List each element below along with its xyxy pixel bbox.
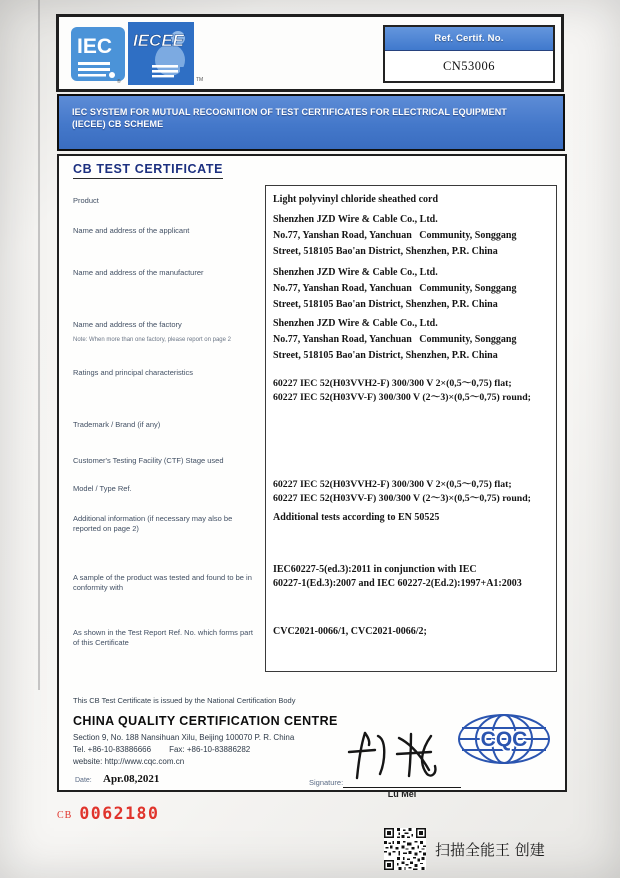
scan-edge-artifact — [38, 0, 40, 690]
cqc-logo — [455, 712, 553, 766]
iec-registered-mark: ® — [117, 79, 121, 85]
value-product — [273, 192, 554, 208]
value-manufacturer — [273, 265, 554, 313]
value-factory — [273, 316, 554, 364]
value-line: No.77, Yanshan Road, Yanchuan Community, Songgang — [273, 230, 517, 241]
value-line: 60227-1(Ed.3):2007 and IEC 60227-2(Ed.2):1997+A1:2003 — [273, 578, 522, 589]
value-line: No.77, Yanshan Road, Yanchuan Community, Songgang — [273, 283, 517, 294]
scheme-banner-line2: (IECEE) CB SCHEME — [72, 118, 164, 129]
cqc-logo-text: CQC — [480, 728, 528, 751]
value-line: IEC60227-5(ed.3):2011 in conjunction with IEC — [273, 564, 477, 575]
value-line: Street, 518105 Bao'an District, Shenzhen, P.R. China — [273, 246, 498, 257]
issuing-body-name: CHINA QUALITY CERTIFICATION CENTRE — [73, 714, 338, 728]
signature-handwriting — [335, 726, 475, 786]
certificate-body — [57, 154, 567, 799]
value-line: Street, 518105 Bao'an District, Shenzhen, P.R. China — [273, 350, 498, 361]
value-line: 60227 IEC 52(H03VV-F) 300/300 V (2～3)×(0,5～0,75) round; — [273, 492, 531, 504]
scheme-banner-line1: IEC SYSTEM FOR MUTUAL RECOGNITION OF TEST CERTIFICATES FOR ELECTRICAL EQUIPMENT — [72, 107, 507, 117]
label-model-type-ref: Model / Type Ref. — [73, 484, 132, 493]
value-line: 60227 IEC 52(H03VVH2-F) 300/300 V 2×(0,5～0,75) flat; — [273, 378, 512, 389]
value-line: 60227 IEC 52(H03VV-F) 300/300 V (2～3)×(0,5～0,75) round; — [273, 391, 531, 403]
value-line: Street, 518105 Bao'an District, Shenzhen, P.R. China — [273, 299, 498, 310]
label-product: Product — [73, 196, 99, 205]
cb-serial-stamp — [57, 804, 159, 823]
value-line: No.77, Yanshan Road, Yanchuan Community, Songgang — [273, 334, 517, 345]
qr-code-icon — [384, 828, 426, 870]
value-model-type-ref — [273, 478, 554, 505]
value-additional-info — [273, 510, 554, 526]
value-ratings — [273, 377, 554, 404]
scanner-watermark — [384, 828, 545, 870]
iecee-logo — [128, 22, 194, 85]
values-box — [265, 185, 557, 672]
ref-certif-no-label: Ref. Certif. No. — [385, 27, 553, 51]
value-line: Additional tests according to EN 50525 — [273, 512, 440, 523]
signature-name: Lu Mei — [387, 789, 417, 799]
value-line: 60227 IEC 52(H03VVH2-F) 300/300 V 2×(0,5～0,75) flat; — [273, 479, 512, 490]
label-ctf-stage: Customer's Testing Facility (CTF) Stage used — [73, 456, 224, 465]
value-line: Light polyvinyl chloride sheathed cord — [273, 194, 439, 205]
value-line: Shenzhen JZD Wire & Cable Co., Ltd. — [273, 267, 438, 278]
issuing-body-tel: Tel. +86-10-83886666 — [73, 745, 152, 754]
signature-line — [343, 787, 461, 788]
date-label: Date: — [75, 777, 92, 784]
value-line: Shenzhen JZD Wire & Cable Co., Ltd. — [273, 214, 438, 225]
label-applicant: Name and address of the applicant — [73, 226, 190, 235]
label-additional-info: Additional information (if necessary may also be reported on page 2) — [73, 514, 233, 533]
issuing-body-telfax — [73, 745, 250, 754]
value-test-report-ref — [273, 624, 554, 640]
label-manufacturer: Name and address of the manufacturer — [73, 268, 204, 277]
value-applicant — [273, 212, 554, 260]
cb-serial-prefix: CB — [57, 810, 73, 821]
value-sample-conformity — [273, 563, 554, 591]
label-factory-note: Note: When more than one factory, please report on page 2 — [73, 337, 231, 343]
issuing-body-website: website: http://www.cqc.com.cn — [73, 757, 185, 766]
certificate-title: CB TEST CERTIFICATE — [73, 162, 223, 179]
issuing-body-address: Section 9, No. 188 Nansihuan Xilu, Beijing 100070 P. R. China — [73, 733, 295, 742]
cb-serial-number: 0062180 — [79, 804, 160, 823]
ref-certif-no-value: CN53006 — [442, 59, 496, 73]
issued-by-statement: This CB Test Certificate is issued by the National Certification Body — [73, 696, 296, 705]
iecee-trademark-mark: TM — [196, 77, 204, 83]
issuing-body-fax: Fax: +86-10-83886282 — [169, 745, 251, 754]
scheme-banner — [57, 94, 565, 151]
value-line: Shenzhen JZD Wire & Cable Co., Ltd. — [273, 318, 438, 329]
label-test-report-ref: As shown in the Test Report Ref. No. which forms part of this Certificate — [73, 628, 253, 647]
scanner-watermark-text: 扫描全能王 创建 — [435, 840, 545, 859]
signature-label: Signature: — [309, 778, 344, 787]
header-frame — [56, 14, 564, 92]
iec-logo-text: IEC — [77, 35, 113, 58]
label-factory: Name and address of the factory — [73, 320, 182, 329]
label-trademark: Trademark / Brand (if any) — [73, 420, 161, 429]
iecee-logo-text: IECEE — [133, 31, 185, 50]
iec-logo — [71, 26, 125, 82]
date-value: Apr.08,2021 — [103, 773, 160, 785]
label-ratings: Ratings and principal characteristics — [73, 368, 194, 377]
ref-certif-no-box — [383, 25, 555, 83]
value-line: CVC2021-0066/1, CVC2021-0066/2; — [273, 626, 427, 637]
label-sample-conformity: A sample of the product was tested and found to be in conformity with — [73, 573, 252, 592]
